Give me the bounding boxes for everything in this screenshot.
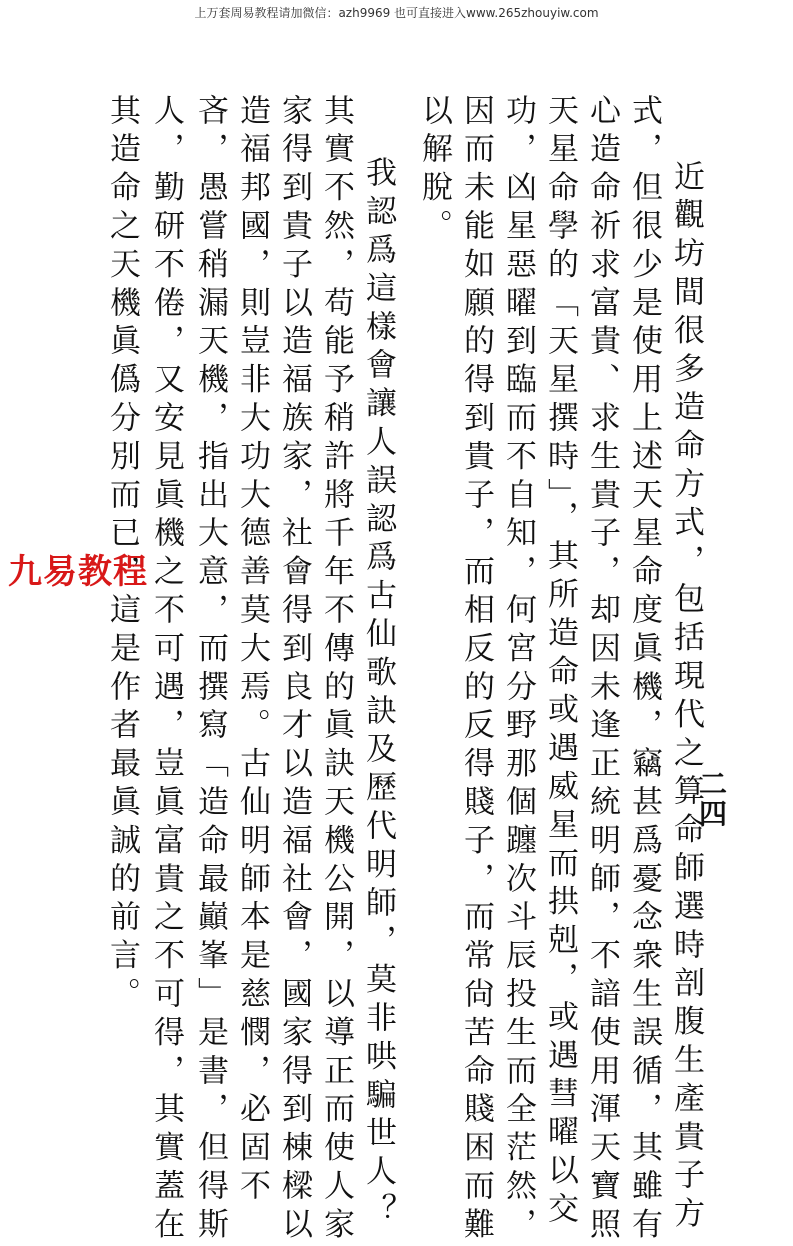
text-column-9: 其實不然，苟能予稍許將千年不傳的眞訣天機公開，以導正而使人家 <box>318 94 354 1246</box>
page-header-banner: 上万套周易教程请加微信：azh9969 也可直接进入www.265zhouyiw.com <box>194 6 599 20</box>
text-column-4: 天星命學的「天星撰時」，其所造命或遇威星而拱剋，或遇彗曜以交 <box>542 94 578 1231</box>
text-column-14: 其造命之天機眞僞分別而已，這是作者最眞誠的前言。 <box>104 94 140 1016</box>
text-column-2: 式，但很少是使用上述天星命度眞機，竊甚爲憂念衆生誤循，其雖有 <box>626 94 662 1246</box>
text-column-7: 以解脫。 <box>416 94 452 248</box>
text-column-6: 因而未能如願的得到貴子，而相反的反得賤子，而常尙苦命賤困而難 <box>458 94 494 1246</box>
text-column-10: 家得到貴子以造福族家，社會得到良才以造福社會，國家得到棟樑以 <box>276 94 312 1246</box>
text-column-3: 心造命祈求富貴、求生貴子，却因未逢正統明師，不諳使用渾天寶照 <box>584 94 620 1246</box>
text-column-5: 功，凶星惡曜到臨而不自知，何宮分野那個躔次斗辰投生而全茫然， <box>500 94 536 1246</box>
text-column-11: 造福邦國，則豈非大功大德善莫大焉。古仙明師本是慈憫，必固不 <box>234 94 270 1208</box>
text-column-13: 人，勤研不倦，又安見眞機之不可遇，豈眞富貴之不可得，其實蓋在 <box>148 94 184 1246</box>
text-column-1: 近觀坊間很多造命方式，包括現代之算命師選時剖腹生產貴子方 <box>668 160 704 1236</box>
text-column-8: 我認爲這樣會讓人誤認爲古仙歌訣及歷代明師，莫非哄騙世人？ <box>360 118 396 1232</box>
text-column-12: 吝，愚嘗稍漏天機，指出大意，而撰寫「造命最巓峯」是書，但得斯 <box>192 94 228 1246</box>
watermark-logo: 九易教程 <box>8 552 148 592</box>
page-number: 二四 <box>695 769 728 829</box>
